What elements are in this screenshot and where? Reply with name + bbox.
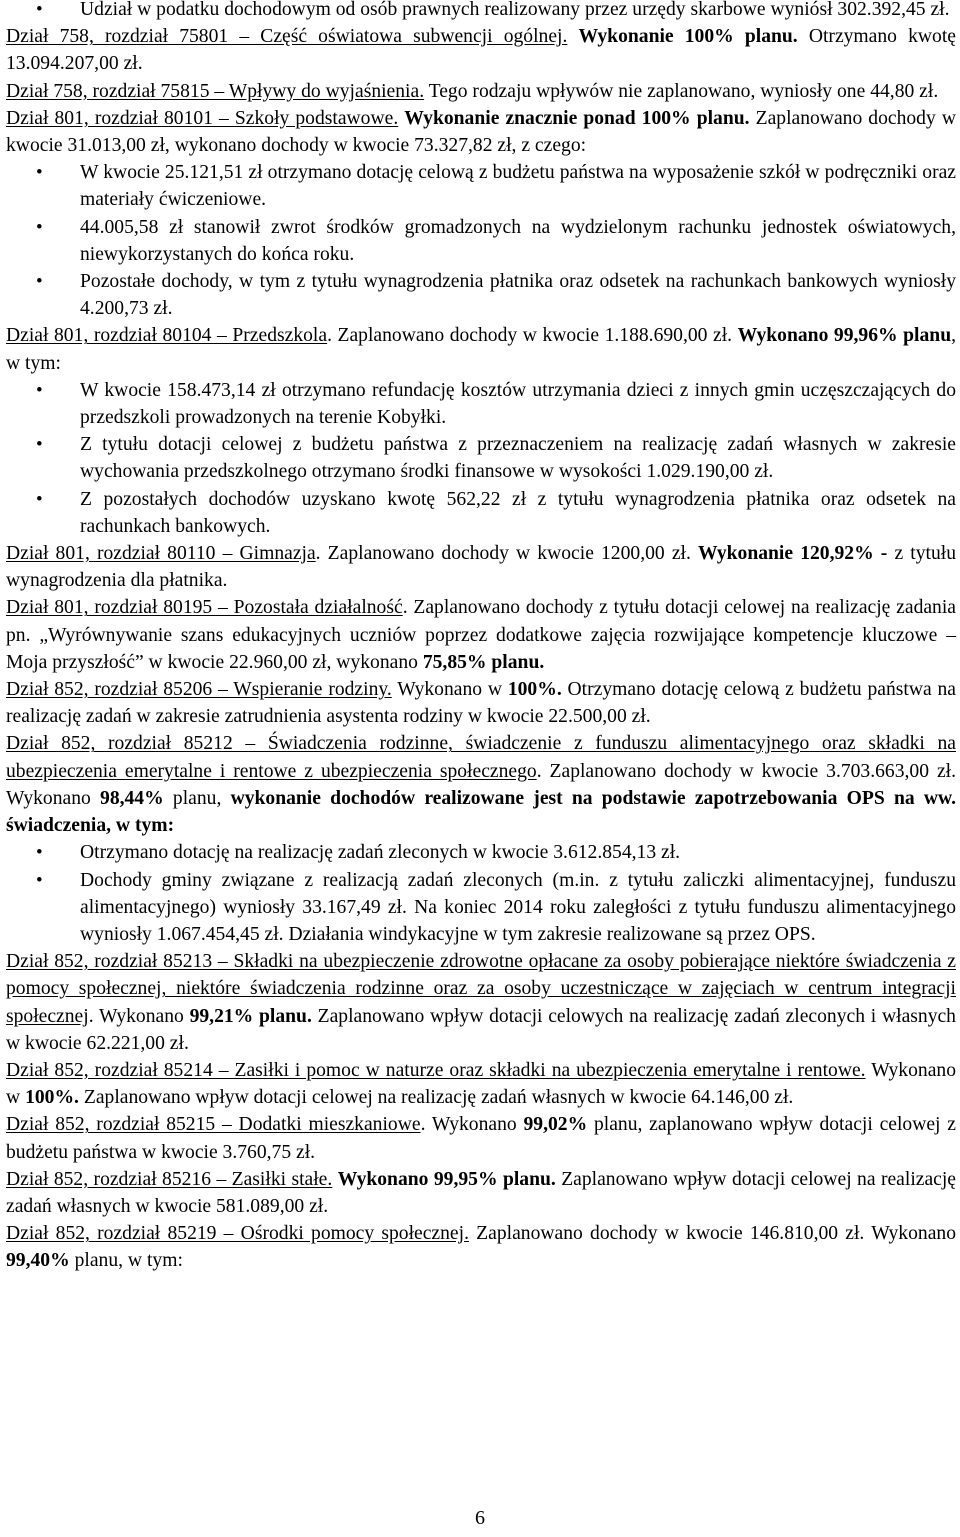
text-run: 44.005,58 zł stanowił zwrot środków gromadzonych na wydzielonym rachunku jednostek oświatowych, niewykorzystanych do końca roku. [80, 216, 956, 265]
bullet-item [6, 377, 956, 431]
text-run: Otrzymano dotację na realizację zadań zleconych w kwocie 3.612.854,13 zł. [80, 842, 681, 864]
paragraph [6, 78, 956, 105]
text-run: Otrzymano dotację celową z budżetu państwa na realizację zadań w zakresie zatrudnienia asystenta rodziny w kwocie 22.500,00 zł. [6, 679, 957, 728]
bullet-item [6, 867, 956, 949]
section-heading: Dział 801, rozdział 80104 – Przedszkola [6, 325, 328, 347]
paragraph [6, 948, 956, 1057]
text-run: planu, zaplanowano wpływ dotacji celowej z budżetu państwa w kwocie 3.760,75 zł. [6, 1114, 956, 1163]
paragraph [6, 23, 956, 77]
text-run: Wykonano w [6, 1059, 956, 1109]
section-heading: Dział 852, rozdział 85206 – Wspieranie rodziny. [6, 679, 392, 701]
text-run: . Zaplanowano dochody z tytułu dotacji celowej na realizację zadania pn. „Wyrównywanie szans edukacyjnych uczniów poprzez dodatkowe zajęcia rozwijające kompetencje kluczowe – Moja przyszłość” w kwocie 22.960,00 zł, wykonano [6, 597, 956, 673]
paragraph [6, 730, 956, 839]
section-heading: Dział 852, rozdział 85214 – Zasiłki i pomoc w naturze oraz składki na ubezpieczenia emerytalne i rentowe. [6, 1059, 866, 1081]
paragraph [6, 105, 956, 159]
paragraph [6, 1220, 956, 1274]
text-run: . Zaplanowano dochody w kwocie 3.703.663,00 zł. Wykonano [6, 760, 956, 809]
text-run: . Zaplanowano dochody w kwocie 1.188.690,00 zł. [327, 325, 738, 347]
section-heading: Dział 801, rozdział 80101 – Szkoły podstawowe. [6, 107, 399, 129]
section-heading: Dział 852, rozdział 85219 – Ośrodki pomocy społecznej. [6, 1223, 469, 1245]
page-number: 6 [475, 1507, 485, 1529]
bullet-item [6, 431, 956, 485]
text-run: Otrzymano kwotę 13.094.207,00 zł. [6, 26, 956, 75]
section-heading: Dział 852, rozdział 85212 – Świadczenia rodzinne, świadczenie z funduszu alimentacyjnego oraz składki na ubezpieczenia emerytalne i rentowe z ubezpieczenia społecznego [6, 733, 956, 782]
text-run: Pozostałe dochody, w tym z tytułu wynagrodzenia płatnika oraz odsetek na rachunkach bankowych wyniosły 4.200,73 zł. [80, 271, 956, 320]
paragraph [6, 322, 956, 376]
emphasis-text: Wykonanie 120,92% - [697, 543, 888, 565]
text-run: . Wykonano [420, 1114, 524, 1136]
text-run: Zaplanowano dochody w kwocie 31.013,00 zł, wykonano dochody w kwocie 73.327,82 zł, z czego: [6, 107, 956, 157]
text-run [567, 26, 578, 47]
paragraph [6, 540, 956, 594]
text-run: Dochody gminy związane z realizacją zadań zleconych (m.in. z tytułu zaliczki alimentacyjnej, funduszu alimentacyjnego) wyniosły 33.167,49 zł. Na koniec 2014 roku zaległości z tytułu funduszu alimentacyjnego wyniosły 1.067.454,45 zł. Działania windykacyjne w tym zakresie realizowane są przez OPS. [80, 869, 956, 945]
bullet-list [6, 159, 956, 322]
emphasis-text: wykonanie dochodów realizowane jest na podstawie zapotrzebowania OPS na ww. świadczenia, w tym: [6, 787, 956, 837]
text-run: W kwocie 25.121,51 zł otrzymano dotację celową z budżetu państwa na wyposażenie szkół w podręczniki oraz materiały ćwiczeniowe. [80, 162, 956, 211]
document-body [6, 0, 956, 1275]
emphasis-text: 100%. [25, 1087, 79, 1109]
text-run: z tytułu wynagrodzenia dla płatnika. [6, 543, 956, 592]
section-heading: Dział 852, rozdział 85216 – Zasiłki stałe. [6, 1168, 333, 1190]
section-heading: Dział 852, rozdział 85213 – Składki na ubezpieczenie zdrowotne opłacane za osoby pobierające niektóre świadczenia z pomocy społecznej, niektóre świadczenia rodzinne oraz za osoby uczestniczące w zajęciach w centrum integracji społecznej [6, 951, 956, 1027]
text-run: Zaplanowano dochody w kwocie 146.810,00 zł. Wykonano [468, 1223, 956, 1245]
text-run: Tego rodzaju wpływów nie zaplanowano, wyniosły one 44,80 zł. [424, 80, 939, 102]
emphasis-text: Wykonanie 100% planu. [578, 26, 798, 48]
text-run: W kwocie 158.473,14 zł otrzymano refundację kosztów utrzymania dzieci z innych gmin uczęszczających do przedszkoli prowadzonych na terenie Kobyłki. [80, 379, 956, 429]
emphasis-text: 98,44% [100, 787, 164, 809]
section-heading: Dział 852, rozdział 85215 – Dodatki mieszkaniowe [6, 1114, 421, 1136]
text-run: Wykonano w [391, 679, 508, 701]
paragraph [6, 676, 956, 730]
bullet-list [6, 0, 956, 23]
text-run: Zaplanowano wpływ dotacji celowej na realizację zadań własnych w kwocie 64.146,00 zł. [78, 1087, 794, 1109]
bullet-list [6, 839, 956, 948]
text-run: Udział w podatku dochodowym od osób prawnych realizowany przez urzędy skarbowe wyniósł 302.392,45 zł. [80, 0, 950, 20]
paragraph [6, 1111, 956, 1165]
emphasis-text: 100%. [507, 679, 562, 701]
text-run: . Wykonano [88, 1005, 190, 1027]
text-run: planu, [163, 787, 231, 809]
emphasis-text: 99,02% [523, 1114, 588, 1136]
text-run: Z pozostałych dochodów uzyskano kwotę 562,22 zł z tytułu wynagrodzenia płatnika oraz odsetek na rachunkach bankowych. [80, 488, 956, 537]
bullet-item [6, 159, 956, 213]
section-heading: Dział 758, rozdział 75815 – Wpływy do wyjaśnienia. [6, 80, 425, 102]
emphasis-text: Wykonano 99,96% planu [737, 325, 952, 347]
paragraph [6, 1166, 956, 1220]
text-run: Zaplanowano wpływ dotacji celowych na realizację zadań zleconych i własnych w kwocie 62.221,00 zł. [6, 1005, 956, 1054]
bullet-item [6, 268, 956, 322]
text-run: planu, w tym: [69, 1250, 183, 1272]
section-heading: Dział 801, rozdział 80195 – Pozostała działalność [6, 597, 403, 619]
bullet-item [6, 214, 956, 268]
text-run: Zaplanowano wpływ dotacji celowej na realizację zadań własnych w kwocie 581.089,00 zł. [6, 1168, 956, 1217]
bullet-list [6, 377, 956, 540]
bullet-item [6, 839, 956, 866]
section-heading: Dział 801, rozdział 80110 – Gimnazja [6, 543, 316, 565]
bullet-item [6, 486, 956, 540]
section-heading: Dział 758, rozdział 75801 – Część oświatowa subwencji ogólnej. [6, 26, 568, 48]
emphasis-text: 75,85% planu. [422, 651, 545, 673]
text-run: Z tytułu dotacji celowej z budżetu państwa z przeznaczeniem na realizację zadań własnych w zakresie wychowania przedszkolnego otrzymano środki finansowe w wysokości 1.029.190,00 zł. [80, 434, 956, 483]
emphasis-text: 99,21% planu. [189, 1005, 312, 1027]
bullet-item [6, 0, 956, 23]
emphasis-text: Wykonano 99,95% planu. [337, 1168, 556, 1190]
paragraph [6, 1057, 956, 1111]
paragraph [6, 594, 956, 676]
text-run: , w tym: [6, 325, 957, 374]
text-run: . Zaplanowano dochody w kwocie 1200,00 zł. [315, 543, 698, 565]
emphasis-text: 99,40% [6, 1250, 70, 1272]
emphasis-text: Wykonanie znacznie ponad 100% planu. [404, 107, 750, 129]
